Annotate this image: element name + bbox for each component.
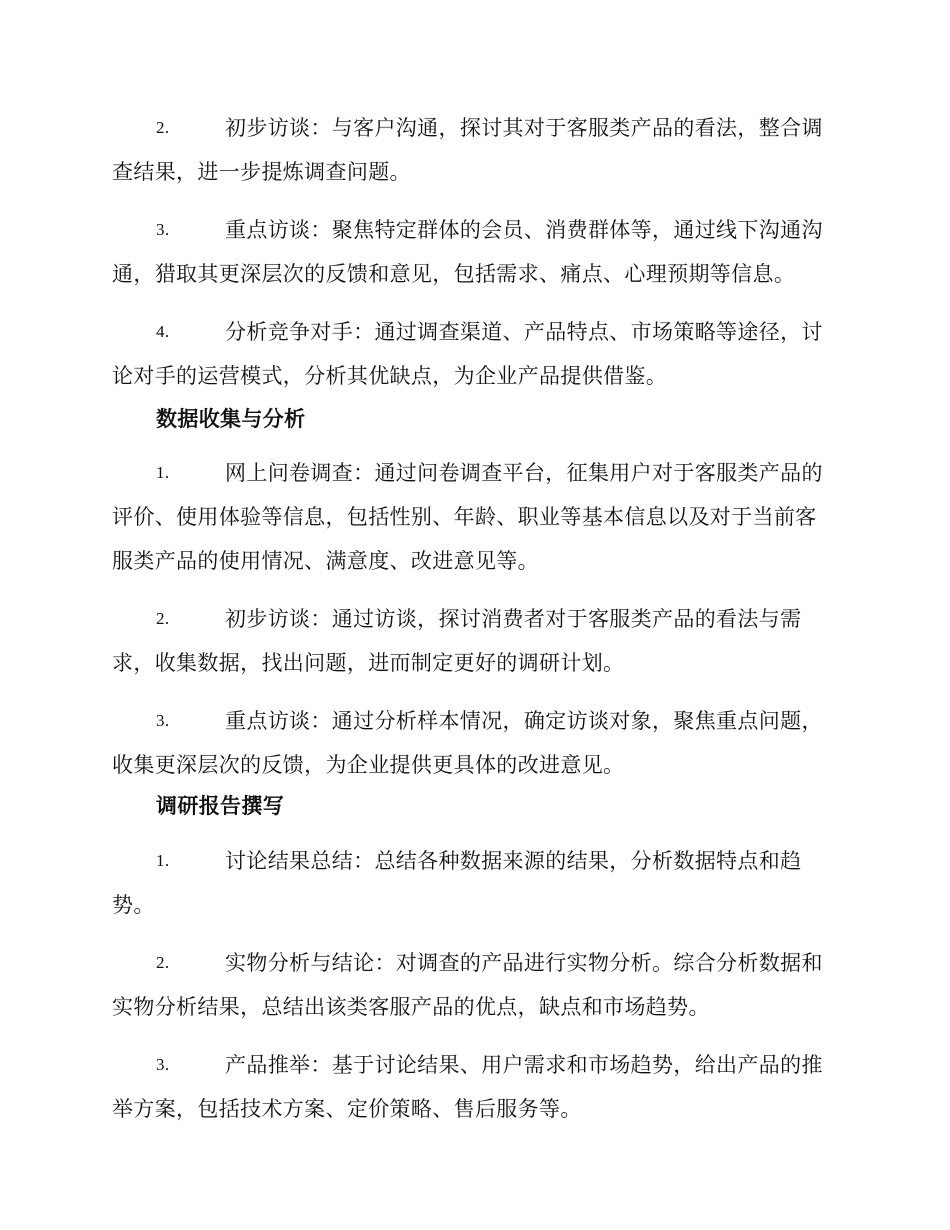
list-text: 服类产品的使用情况、满意度、改进意见等。 xyxy=(112,549,539,573)
list-text: 举方案，包括技术方案、定价策略、售后服务等。 xyxy=(112,1097,582,1121)
list-item-line xyxy=(0,310,950,354)
list-number: 3. xyxy=(156,220,170,239)
list-number: 2. xyxy=(156,118,170,137)
list-number: 2. xyxy=(156,953,170,972)
list-number: 3. xyxy=(156,1055,170,1074)
list-number: 4. xyxy=(156,322,170,341)
data-collection-list xyxy=(0,451,950,801)
list-number: 2. xyxy=(156,609,170,628)
list-text: 重点访谈：通过分析样本情况，确定访谈对象，聚焦重点问题， xyxy=(225,709,823,733)
report-writing-list xyxy=(0,839,950,1145)
section-heading-report: 调研报告撰写 xyxy=(156,793,285,818)
list-text: 初步访谈：与客户沟通，探讨其对于客服类产品的看法，整合调 xyxy=(225,116,823,140)
list-item xyxy=(0,597,950,685)
list-item-line xyxy=(0,451,950,495)
list-item-line xyxy=(0,597,950,641)
list-text: 查结果，进一步提炼调查问题。 xyxy=(112,160,411,184)
list-text: 讨论结果总结：总结各种数据来源的结果，分析数据特点和趋 xyxy=(225,849,802,873)
list-item xyxy=(0,1043,950,1131)
list-item-line xyxy=(0,208,950,252)
list-number: 1. xyxy=(156,851,170,870)
list-item-line xyxy=(0,839,950,883)
list-text: 势。 xyxy=(112,893,155,917)
list-item xyxy=(0,106,950,194)
section-heading-data: 数据收集与分析 xyxy=(156,406,306,431)
list-item-line xyxy=(0,1087,950,1131)
list-item-line xyxy=(0,354,950,398)
list-number: 1. xyxy=(156,463,170,482)
list-item-line xyxy=(0,106,950,150)
list-item-line xyxy=(0,150,950,194)
list-item xyxy=(0,699,950,787)
list-item xyxy=(0,451,950,583)
list-item-line xyxy=(0,941,950,985)
list-text: 评价、使用体验等信息，包括性别、年龄、职业等基本信息以及对于当前客 xyxy=(112,505,817,529)
list-item-line xyxy=(0,699,950,743)
list-text: 实物分析结果，总结出该类客服产品的优点，缺点和市场趋势。 xyxy=(112,995,710,1019)
list-item-line xyxy=(0,495,950,539)
list-item-line xyxy=(0,539,950,583)
list-text: 实物分析与结论：对调查的产品进行实物分析。综合分析数据和 xyxy=(225,951,823,975)
list-item-line xyxy=(0,1043,950,1087)
list-item xyxy=(0,839,950,927)
list-text: 分析竞争对手：通过调查渠道、产品特点、市场策略等途径，讨 xyxy=(225,320,823,344)
list-text: 收集更深层次的反馈，为企业提供更具体的改进意见。 xyxy=(112,753,625,777)
list-item-line xyxy=(0,743,950,787)
list-text: 求，收集数据，找出问题，进而制定更好的调研计划。 xyxy=(112,651,625,675)
list-item-line xyxy=(0,252,950,296)
list-text: 重点访谈：聚焦特定群体的会员、消费群体等，通过线下沟通沟 xyxy=(225,218,823,242)
list-text: 初步访谈：通过访谈，探讨消费者对于客服类产品的看法与需 xyxy=(225,607,802,631)
list-item xyxy=(0,208,950,296)
list-item-line xyxy=(0,883,950,927)
list-text: 产品推举：基于讨论结果、用户需求和市场趋势，给出产品的推 xyxy=(225,1053,823,1077)
list-item xyxy=(0,941,950,1029)
list-item xyxy=(0,310,950,398)
list-item-line xyxy=(0,985,950,1029)
list-text: 网上问卷调查：通过问卷调查平台，征集用户对于客服类产品的 xyxy=(225,461,823,485)
list-item-line xyxy=(0,641,950,685)
list-text: 论对手的运营模式，分析其优缺点，为企业产品提供借鉴。 xyxy=(112,364,668,388)
list-number: 3. xyxy=(156,711,170,730)
list-text: 通，猎取其更深层次的反馈和意见，包括需求、痛点、心理预期等信息。 xyxy=(112,262,796,286)
interview-list xyxy=(0,106,950,412)
